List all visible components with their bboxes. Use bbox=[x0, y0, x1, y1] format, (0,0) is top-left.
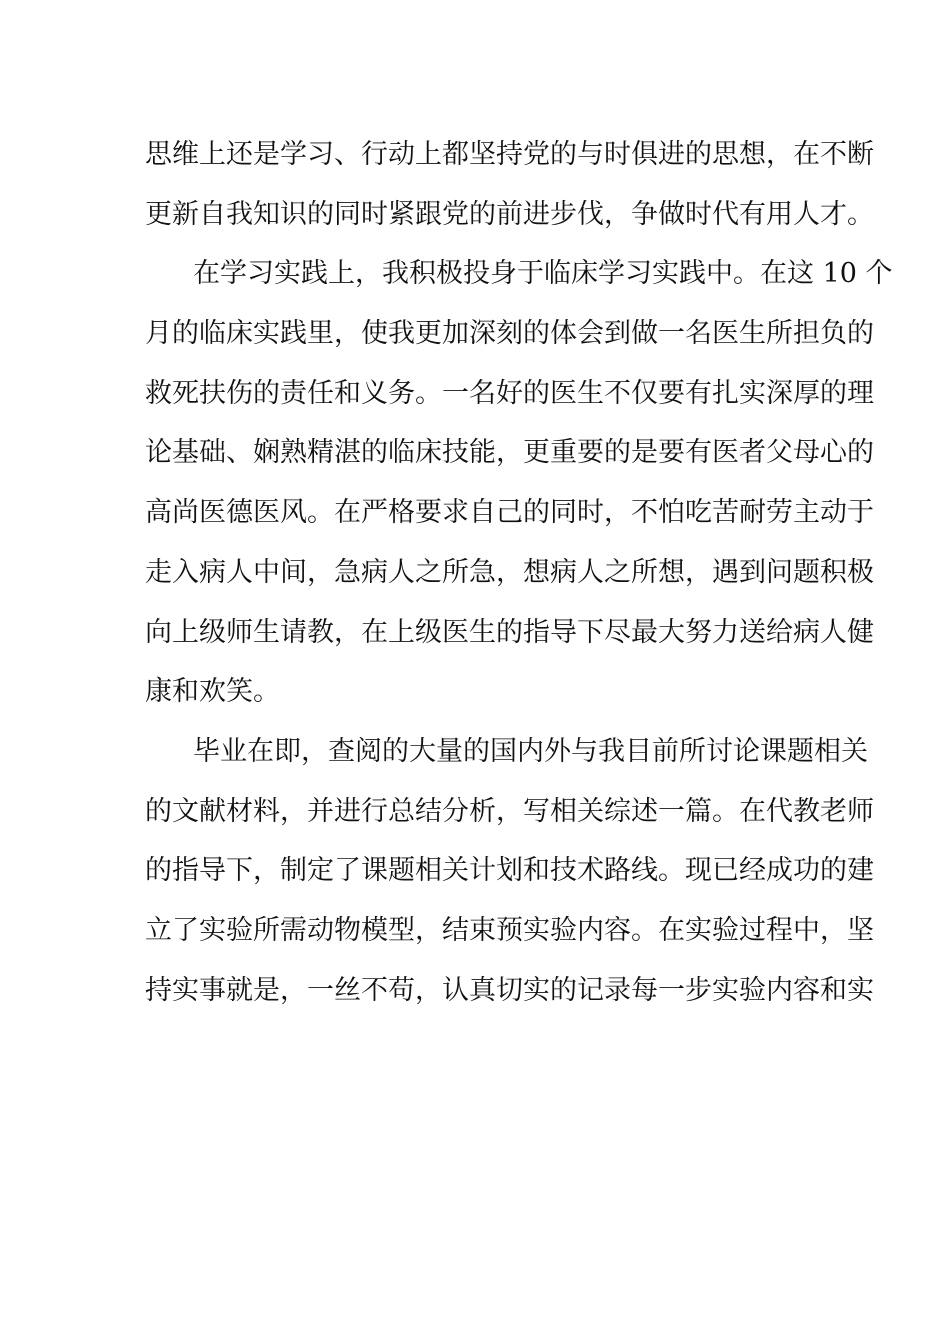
text-line: 走入病人中间，急病人之所急，想病人之所想，遇到问题积极 bbox=[145, 556, 874, 588]
text-line: 的文献材料，并进行总结分析，写相关综述一篇。在代教老师 bbox=[145, 795, 874, 827]
text-line: 的指导下，制定了课题相关计划和技术路线。现已经成功的建 bbox=[145, 855, 874, 887]
text-line: 思维上还是学习、行动上都坚持党的与时俱进的思想，在不断 bbox=[145, 139, 874, 170]
text-line: 月的临床实践里，使我更加深刻的体会到做一名医生所担负的 bbox=[145, 318, 874, 350]
text-line: 高尚医德医风。在严格要求自己的同时，不怕吃苦耐劳主动于 bbox=[145, 497, 874, 529]
text-line: 持实事就是，一丝不苟，认真切实的记录每一步实验内容和实 bbox=[145, 974, 874, 1006]
text-line: 立了实验所需动物模型，结束预实验内容。在实验过程中，坚 bbox=[145, 914, 874, 946]
text-line: 康和欢笑。 bbox=[145, 676, 280, 708]
document-body bbox=[145, 125, 893, 1020]
text-line: 在学习实践上，我积极投身于临床学习实践中。在这 10 个 bbox=[193, 258, 893, 290]
text-line: 救死扶伤的责任和义务。一名好的医生不仅要有扎实深厚的理 bbox=[145, 377, 874, 409]
text-line: 更新自我知识的同时紧跟党的前进步伐，争做时代有用人才。 bbox=[145, 198, 874, 230]
text-line: 向上级师生请教，在上级医生的指导下尽最大努力送给病人健 bbox=[145, 616, 874, 648]
text-line: 论基础、娴熟精湛的临床技能，更重要的是要有医者父母心的 bbox=[145, 437, 874, 469]
text-line: 毕业在即，查阅的大量的国内外与我目前所讨论课题相关 bbox=[193, 735, 868, 767]
